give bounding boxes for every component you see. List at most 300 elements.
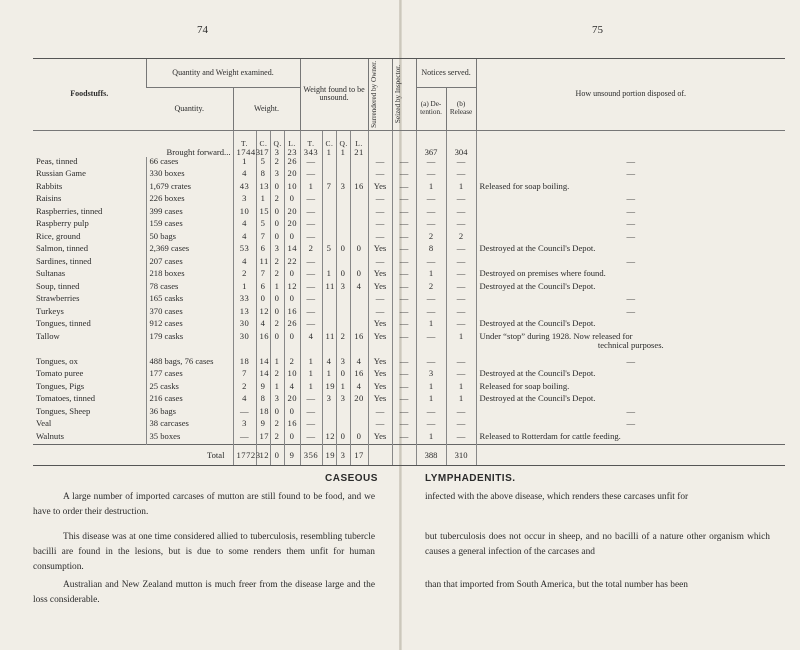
cell-food: Tallow (36, 330, 60, 341)
header-quantity: Quantity. (146, 87, 233, 130)
cell-ut: — (300, 269, 322, 282)
cell-ul (350, 157, 368, 170)
cell-det: 1 (416, 182, 446, 195)
cell-uc: 1 (322, 369, 336, 382)
cell-det: — (416, 257, 446, 270)
cell-ut: 2 (300, 244, 322, 257)
cell-uc: 12 (322, 432, 336, 445)
cell-wl: 10 (284, 369, 300, 382)
cell-sei: — (392, 282, 416, 295)
cell-rel: — (446, 244, 476, 257)
cell-uq (336, 219, 350, 232)
table-row (33, 394, 785, 407)
cell-disp: — (476, 257, 785, 270)
cell-uq: 3 (336, 282, 350, 295)
cell-ul (350, 307, 368, 320)
cell-wt: 2 (233, 382, 256, 395)
cell-wc: 11 (256, 257, 270, 270)
cell-food: Sultanas (36, 268, 66, 279)
cell-disp: Released for soap boiling. (476, 382, 785, 395)
cell-sei: — (392, 219, 416, 232)
cell-wl: 14 (284, 244, 300, 257)
cell-wc: 8 (256, 394, 270, 407)
cell-wc: 17 (256, 432, 270, 445)
left-paragraph-3: Australian and New Zealand mutton is much freer from the disease large and the loss considerable. (33, 580, 375, 605)
cell-sei: — (392, 319, 416, 332)
cell-disp: — (476, 219, 785, 232)
cell-disp: Destroyed at the Council's Depot. (476, 369, 785, 382)
cell-uq (336, 294, 350, 307)
cell-uc (322, 219, 336, 232)
cell-sur: Yes (368, 332, 392, 357)
cell-qty: 25 casks (146, 382, 233, 395)
cell-sei: — (392, 244, 416, 257)
cell-det: — (416, 332, 446, 357)
total-label: Total (33, 445, 233, 466)
cell-qty: 207 cases (146, 257, 233, 270)
foodstuffs-table (33, 58, 785, 466)
table-row (33, 157, 785, 170)
cell-uc: 3 (322, 394, 336, 407)
cell-wt: 30 (233, 332, 256, 357)
cell-wq: 0 (270, 307, 284, 320)
total-w-c: 12 (256, 445, 270, 466)
cell-sur: Yes (368, 394, 392, 407)
cell-ul: 16 (350, 182, 368, 195)
cell-uq: 1 (336, 382, 350, 395)
cell-wt: 7 (233, 369, 256, 382)
cell-qty: 399 cases (146, 207, 233, 220)
header-weight-unsound: Weight found to be unsound. (300, 59, 368, 131)
cell-ut: — (300, 394, 322, 407)
cell-wq: 0 (270, 219, 284, 232)
cell-wq: 2 (270, 269, 284, 282)
cell-wl: 16 (284, 307, 300, 320)
cell-sur: Yes (368, 244, 392, 257)
cell-disp: — (476, 157, 785, 170)
cell-sur: Yes (368, 182, 392, 195)
total-w-q: 0 (270, 445, 284, 466)
table-row (33, 332, 785, 357)
cell-wq: 2 (270, 319, 284, 332)
cell-sur: — (368, 157, 392, 170)
cell-wq: 2 (270, 257, 284, 270)
cell-wl: 0 (284, 194, 300, 207)
cell-wt: 3 (233, 194, 256, 207)
brought-forward-label: Brought forward... (166, 146, 231, 157)
page-number-right: 75 (592, 24, 603, 36)
cell-disp: — (476, 194, 785, 207)
cell-wq: 1 (270, 382, 284, 395)
brought-release: 304 (446, 130, 476, 157)
cell-uq: 2 (336, 332, 350, 357)
cell-ul: 0 (350, 244, 368, 257)
cell-rel: — (446, 219, 476, 232)
cell-uc (322, 407, 336, 420)
cell-qty: 36 bags (146, 407, 233, 420)
cell-wq: 2 (270, 419, 284, 432)
cell-wl: 0 (284, 232, 300, 245)
cell-sei: — (392, 257, 416, 270)
cell-sei: — (392, 232, 416, 245)
cell-uc: 4 (322, 357, 336, 370)
cell-qty: 226 boxes (146, 194, 233, 207)
cell-food: Raspberries, tinned (36, 205, 103, 216)
cell-sei: — (392, 419, 416, 432)
cell-uq (336, 194, 350, 207)
cell-food: Sardines, tinned (36, 255, 92, 266)
cell-food: Veal (36, 418, 52, 429)
cell-sur: — (368, 219, 392, 232)
cell-rel: — (446, 307, 476, 320)
total-w-t: 17723 (233, 445, 256, 466)
section-title-right: LYMPHADENITIS. (425, 473, 516, 484)
cell-wt: 4 (233, 219, 256, 232)
left-paragraph-1: A large number of imported carcases of mutton are still found to be food, and we have to order their destruction. (33, 492, 375, 517)
cell-ut: 1 (300, 182, 322, 195)
cell-qty: 488 bags, 76 cases (146, 357, 233, 370)
cell-wt: 4 (233, 394, 256, 407)
cell-wc: 6 (256, 244, 270, 257)
header-detention: (a) De-tention. (416, 87, 446, 130)
total-u-q: 3 (336, 445, 350, 466)
cell-uq: 3 (336, 182, 350, 195)
cell-det: — (416, 307, 446, 320)
cell-food: Russian Game (36, 168, 86, 179)
cell-det: 1 (416, 432, 446, 445)
cell-sei: — (392, 182, 416, 195)
cell-sei: — (392, 194, 416, 207)
table-row (33, 407, 785, 420)
table-row (33, 232, 785, 245)
cell-wq: 0 (270, 232, 284, 245)
brought-w-q: Q. 3 (270, 130, 284, 157)
cell-wt: 4 (233, 232, 256, 245)
cell-wl: 0 (284, 407, 300, 420)
cell-wq: 3 (270, 169, 284, 182)
table-row (33, 432, 785, 445)
cell-det: — (416, 194, 446, 207)
brought-u-l: L. 21 (350, 130, 368, 157)
cell-qty: 159 cases (146, 219, 233, 232)
cell-uc: 11 (322, 332, 336, 357)
cell-det: 2 (416, 282, 446, 295)
table-row (33, 194, 785, 207)
cell-sur: — (368, 307, 392, 320)
cell-sur: — (368, 232, 392, 245)
cell-qty: 78 cases (146, 282, 233, 295)
cell-rel: — (446, 282, 476, 295)
cell-wc: 15 (256, 207, 270, 220)
table-row (33, 307, 785, 320)
cell-wl: 0 (284, 269, 300, 282)
cell-wt: 1 (233, 157, 256, 170)
cell-rel: — (446, 319, 476, 332)
right-paragraph-2: but tuberculosis does not occur in sheep, and no bacilli of a nature other organism which causes a general infection of the carcases and (425, 532, 770, 557)
cell-sei: — (392, 369, 416, 382)
cell-rel: — (446, 407, 476, 420)
cell-wq: 1 (270, 357, 284, 370)
total-u-t: 356 (300, 445, 322, 466)
cell-wc: 14 (256, 357, 270, 370)
cell-sei: — (392, 407, 416, 420)
cell-disp: — (476, 232, 785, 245)
cell-rel: — (446, 257, 476, 270)
cell-ul: 16 (350, 332, 368, 357)
cell-uc (322, 157, 336, 170)
cell-rel: 1 (446, 394, 476, 407)
cell-rel: — (446, 169, 476, 182)
cell-rel: — (446, 157, 476, 170)
cell-disp: Destroyed at the Council's Depot. (476, 282, 785, 295)
cell-ut: — (300, 232, 322, 245)
cell-wl: 20 (284, 169, 300, 182)
cell-uq: 0 (336, 269, 350, 282)
cell-ut: — (300, 432, 322, 445)
total-w-l: 9 (284, 445, 300, 466)
cell-wc: 9 (256, 419, 270, 432)
cell-sur: — (368, 207, 392, 220)
cell-qty: 218 boxes (146, 269, 233, 282)
cell-qty: 330 boxes (146, 169, 233, 182)
cell-disp: Under “stop” during 1928. Now released for technical purposes. (476, 332, 785, 357)
cell-uc: 1 (322, 269, 336, 282)
cell-sur: Yes (368, 282, 392, 295)
cell-ut: 4 (300, 332, 322, 357)
cell-wl: 0 (284, 332, 300, 357)
header-foodstuffs: Foodstuffs. (33, 59, 146, 131)
header-weight: Weight. (233, 87, 300, 130)
total-u-c: 19 (322, 445, 336, 466)
cell-qty: 177 cases (146, 369, 233, 382)
cell-food: Strawberries (36, 293, 80, 304)
cell-food: Peas, tinned (36, 155, 78, 166)
cell-disp: — (476, 207, 785, 220)
table-row (33, 357, 785, 370)
cell-ul: 0 (350, 269, 368, 282)
cell-disp: Released to Rotterdam for cattle feeding. (476, 432, 785, 445)
cell-uq (336, 157, 350, 170)
cell-ut: — (300, 169, 322, 182)
cell-qty: 38 carcases (146, 419, 233, 432)
cell-sei: — (392, 269, 416, 282)
cell-uq (336, 407, 350, 420)
table-row (33, 269, 785, 282)
cell-wq: 0 (270, 182, 284, 195)
cell-ut: — (300, 307, 322, 320)
cell-uc (322, 307, 336, 320)
cell-wq: 2 (270, 157, 284, 170)
cell-disp: — (476, 419, 785, 432)
cell-food: Tomatoes, tinned (36, 393, 96, 404)
table-row (33, 182, 785, 195)
cell-sur: — (368, 419, 392, 432)
cell-ul (350, 294, 368, 307)
cell-sei: — (392, 169, 416, 182)
cell-qty: 35 boxes (146, 432, 233, 445)
cell-uc: 19 (322, 382, 336, 395)
cell-food: Salmon, tinned (36, 243, 89, 254)
cell-wl: 4 (284, 382, 300, 395)
cell-ut: — (300, 257, 322, 270)
cell-wl: 2 (284, 357, 300, 370)
cell-wc: 8 (256, 169, 270, 182)
cell-qty: 370 cases (146, 307, 233, 320)
cell-det: 1 (416, 394, 446, 407)
cell-wl: 0 (284, 294, 300, 307)
cell-sur: — (368, 194, 392, 207)
cell-ut: — (300, 294, 322, 307)
cell-wq: 0 (270, 294, 284, 307)
cell-wl: 16 (284, 419, 300, 432)
cell-wc: 0 (256, 294, 270, 307)
cell-sur: — (368, 407, 392, 420)
cell-sei: — (392, 294, 416, 307)
cell-det: — (416, 419, 446, 432)
cell-wt: 2 (233, 269, 256, 282)
cell-wt: 4 (233, 257, 256, 270)
brought-w-t: T. 17443 (233, 130, 256, 157)
cell-rel: — (446, 207, 476, 220)
cell-wl: 20 (284, 219, 300, 232)
cell-wl: 20 (284, 207, 300, 220)
cell-sei: — (392, 207, 416, 220)
cell-ut: — (300, 219, 322, 232)
table-row (33, 319, 785, 332)
cell-food: Tongues, tinned (36, 318, 91, 329)
cell-wc: 7 (256, 269, 270, 282)
brought-u-c: C. 1 (322, 130, 336, 157)
cell-wc: 1 (256, 194, 270, 207)
header-disposed: How unsound portion disposed of. (476, 59, 785, 131)
cell-sur: — (368, 257, 392, 270)
cell-det: — (416, 207, 446, 220)
cell-wt: 18 (233, 357, 256, 370)
cell-uc: 7 (322, 182, 336, 195)
cell-wt: 3 (233, 419, 256, 432)
right-paragraph-1: infected with the above disease, which renders these carcases unfit for (425, 492, 689, 502)
cell-qty: 216 cases (146, 394, 233, 407)
cell-wl: 10 (284, 182, 300, 195)
cell-disp: Destroyed at the Council's Depot. (476, 319, 785, 332)
cell-rel: — (446, 294, 476, 307)
cell-ul: 4 (350, 357, 368, 370)
table-row (33, 294, 785, 307)
cell-wl: 22 (284, 257, 300, 270)
cell-sei: — (392, 382, 416, 395)
cell-sei: — (392, 307, 416, 320)
cell-wl: 20 (284, 394, 300, 407)
cell-wc: 5 (256, 219, 270, 232)
cell-wc: 16 (256, 332, 270, 357)
brought-w-c: C. 17 (256, 130, 270, 157)
cell-sur: Yes (368, 357, 392, 370)
section-title-left: CASEOUS (325, 473, 378, 484)
cell-wq: 1 (270, 282, 284, 295)
cell-ul (350, 219, 368, 232)
brought-detention: 367 (416, 130, 446, 157)
header-surrendered: Surrendered by Owner. (368, 59, 392, 131)
cell-uq: 0 (336, 369, 350, 382)
cell-det: — (416, 357, 446, 370)
cell-wl: 26 (284, 319, 300, 332)
cell-qty: 50 bags (146, 232, 233, 245)
table-row (33, 282, 785, 295)
cell-ut: — (300, 207, 322, 220)
cell-wq: 0 (270, 332, 284, 357)
cell-wc: 18 (256, 407, 270, 420)
table-row (33, 207, 785, 220)
cell-uc: 5 (322, 244, 336, 257)
cell-wc: 12 (256, 307, 270, 320)
cell-ut: — (300, 319, 322, 332)
cell-sur: — (368, 169, 392, 182)
cell-ul: 4 (350, 382, 368, 395)
cell-wt: 53 (233, 244, 256, 257)
right-paragraph-3: than that imported from South America, but the total number has been (425, 580, 688, 590)
cell-wc: 14 (256, 369, 270, 382)
brought-u-t: T. 343 (300, 130, 322, 157)
table-row (33, 257, 785, 270)
cell-uq: 3 (336, 394, 350, 407)
cell-det: — (416, 157, 446, 170)
cell-uc (322, 294, 336, 307)
cell-disp: — (476, 407, 785, 420)
cell-sur: — (368, 294, 392, 307)
cell-wl: 0 (284, 432, 300, 445)
cell-det: 8 (416, 244, 446, 257)
cell-sei: — (392, 394, 416, 407)
cell-uq: 3 (336, 357, 350, 370)
header-seized: Seized by Inspector. (392, 59, 416, 131)
cell-rel: — (446, 194, 476, 207)
cell-wq: 2 (270, 369, 284, 382)
cell-rel: — (446, 432, 476, 445)
cell-wc: 9 (256, 382, 270, 395)
cell-food: Walnuts (36, 430, 64, 441)
cell-ut: 1 (300, 382, 322, 395)
cell-det: 1 (416, 319, 446, 332)
table-row (33, 244, 785, 257)
cell-ut: — (300, 282, 322, 295)
cell-rel: — (446, 357, 476, 370)
cell-disp: Destroyed at the Council's Depot. (476, 244, 785, 257)
brought-forward-row (33, 130, 785, 157)
cell-wt: 1 (233, 282, 256, 295)
cell-qty: 66 cases (146, 157, 233, 170)
total-row (33, 445, 785, 466)
cell-det: 1 (416, 269, 446, 282)
cell-sei: — (392, 432, 416, 445)
cell-wc: 13 (256, 182, 270, 195)
cell-food: Rabbits (36, 180, 63, 191)
cell-ul: 16 (350, 369, 368, 382)
cell-ut: — (300, 407, 322, 420)
cell-wt: 13 (233, 307, 256, 320)
cell-qty: 179 casks (146, 332, 233, 357)
cell-disp: Destroyed on premises where found. (476, 269, 785, 282)
table-row (33, 369, 785, 382)
cell-sei: — (392, 332, 416, 357)
cell-ut: — (300, 157, 322, 170)
header-release: (b) Release (446, 87, 476, 130)
cell-wc: 4 (256, 319, 270, 332)
cell-wt: 4 (233, 169, 256, 182)
cell-ul: 4 (350, 282, 368, 295)
cell-wt: 43 (233, 182, 256, 195)
cell-rel: 1 (446, 382, 476, 395)
cell-food: Tongues, ox (36, 355, 78, 366)
